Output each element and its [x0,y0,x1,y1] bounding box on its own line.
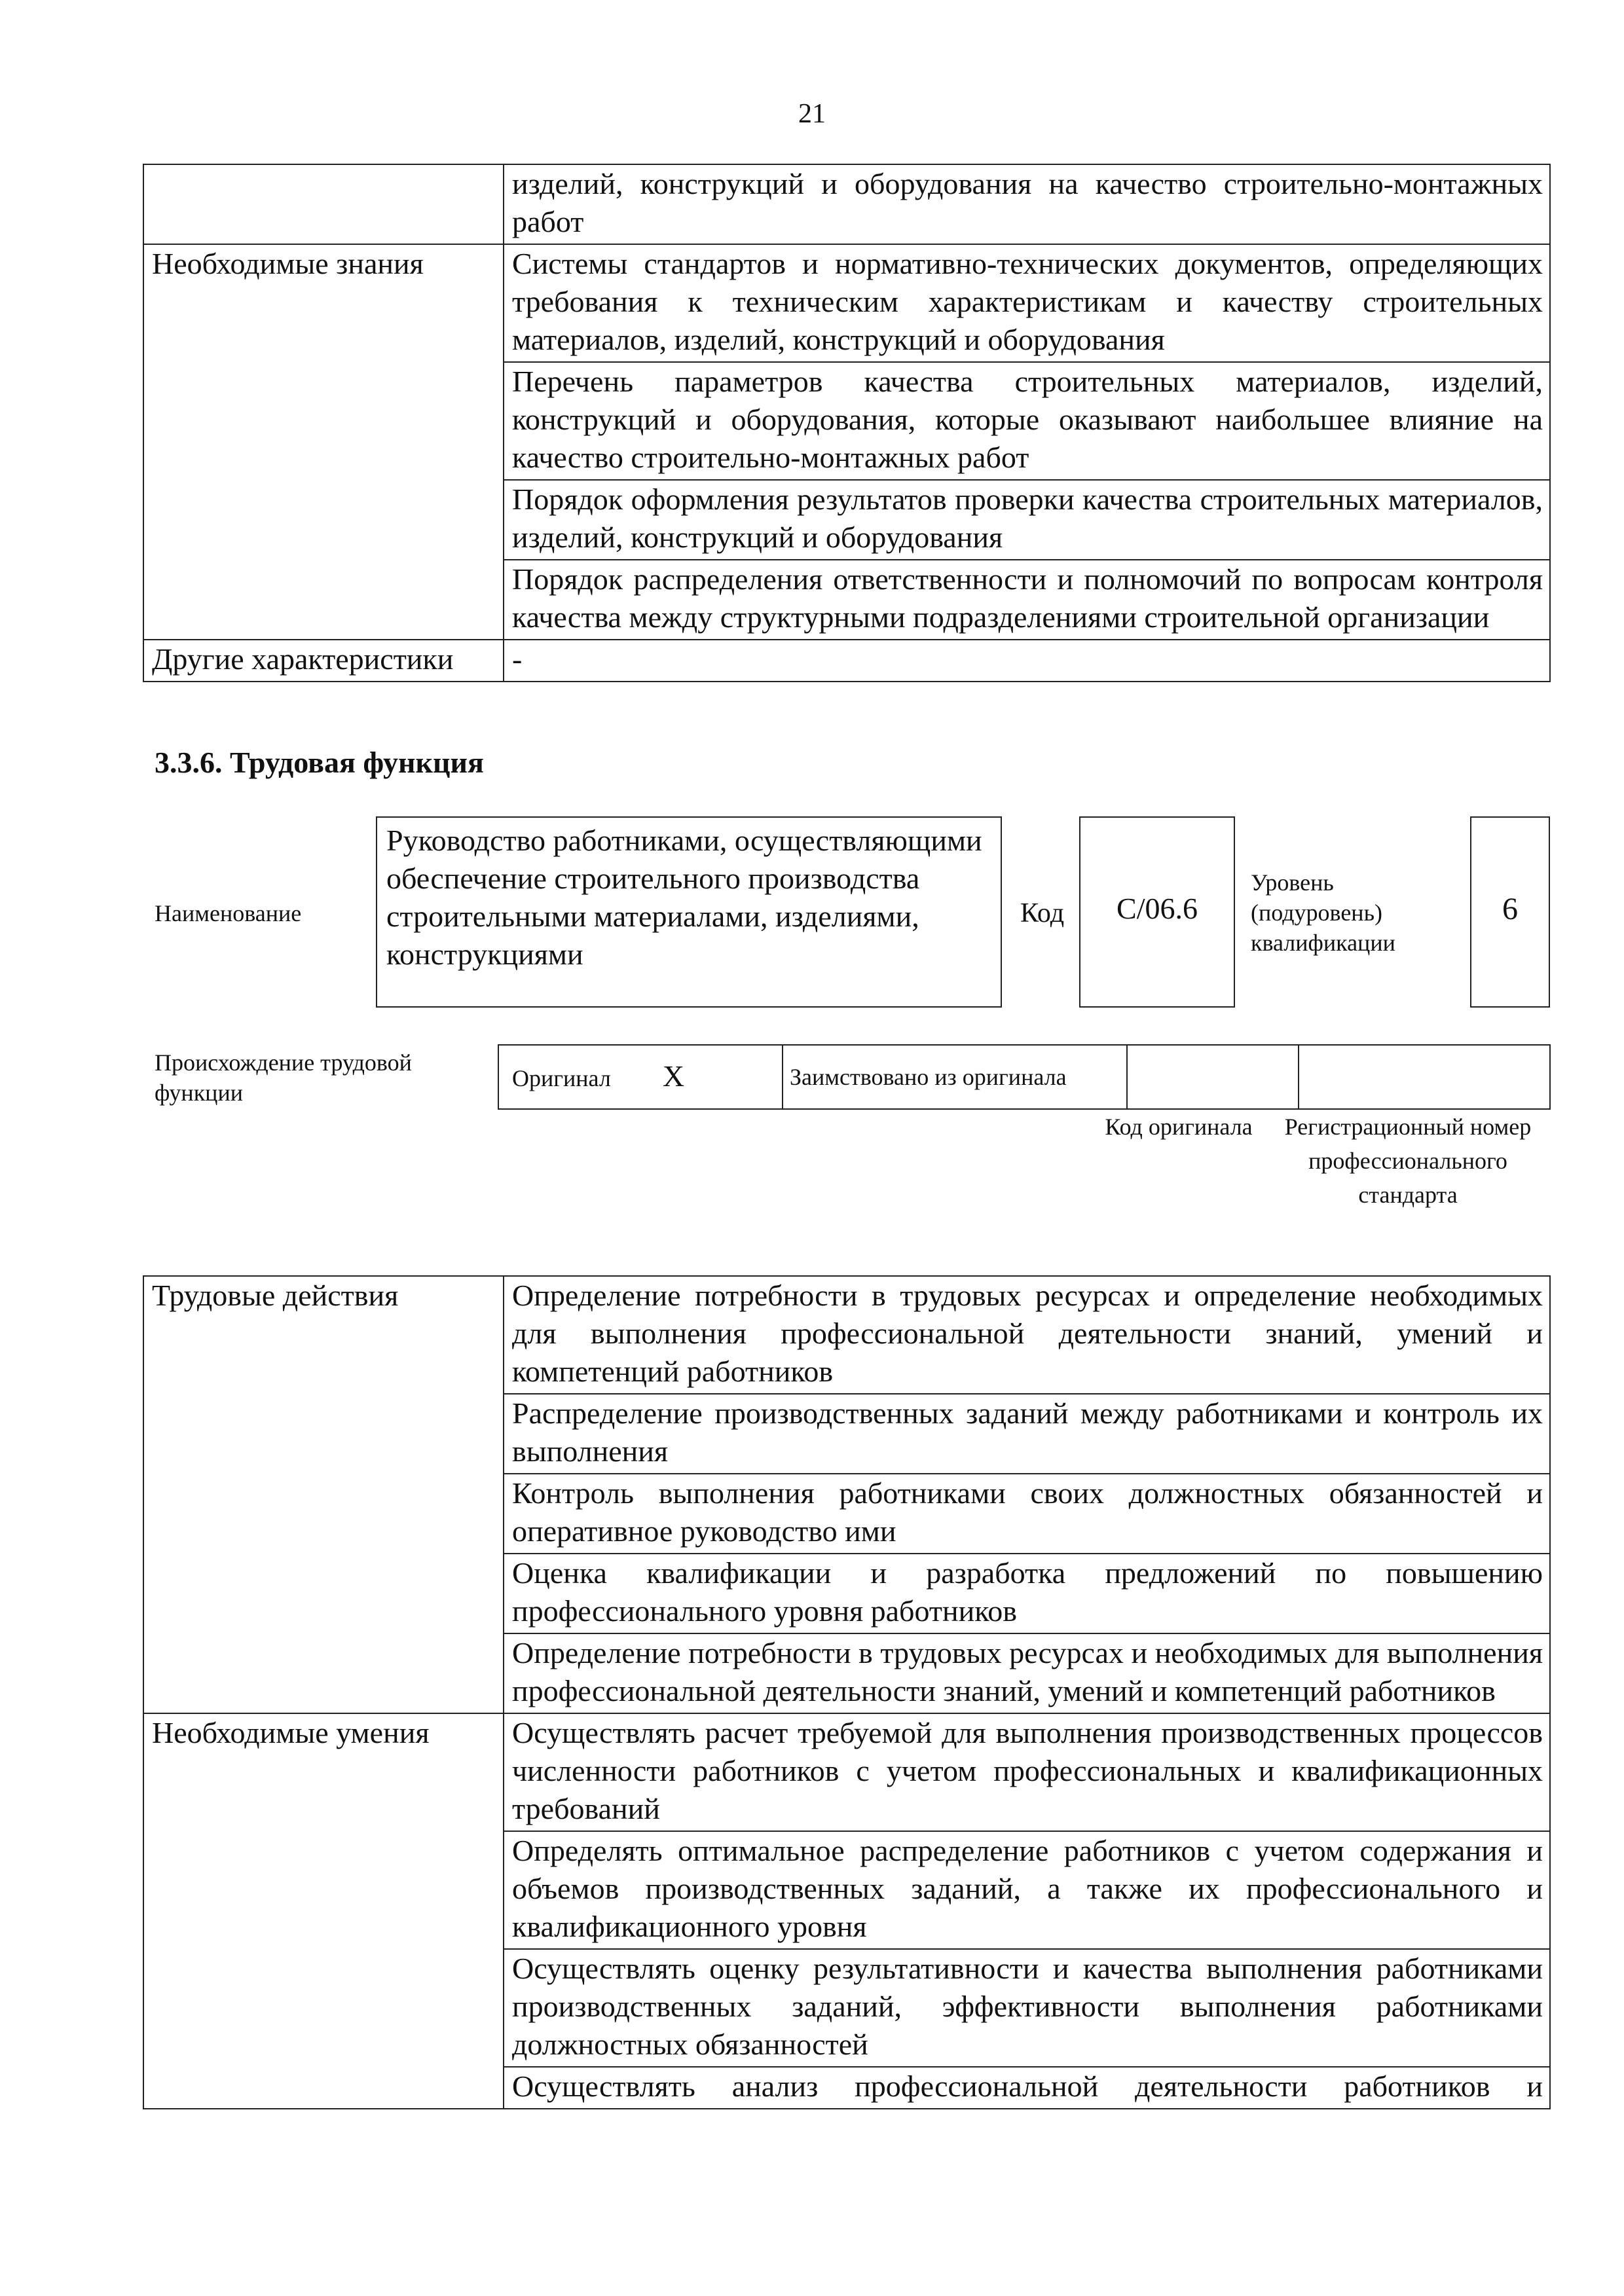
function-name-value: Руководство работниками, осуществляющими обеспечение строительного производства строительными материалами, изделиями, конструкциями [386,824,982,971]
level-value: 6 [1502,892,1518,926]
spacer-cell [760,1045,783,1109]
code-box [1079,816,1235,1008]
action-item: Распределение производственных заданий между работниками и контроль их выполнения [504,1394,1550,1474]
knowledge-table [143,164,1551,682]
skill-item: Осуществлять анализ профессиональной деятельности работников и [504,2067,1550,2109]
action-item: Оценка квалификации и разработка предложений по повышению профессионального уровня работников [504,1554,1550,1633]
origin-table [498,1044,1551,1110]
action-item: Определение потребности в трудовых ресурсах и определение необходимых для выполнения профессиональной деятельности знаний, умений и компетенций работников [504,1276,1550,1394]
page-number: 21 [798,99,826,129]
level-label: Уровень (подуровень) квалификации [1251,869,1395,956]
knowledge-item: Порядок распределения ответственности и полномочий по вопросам контроля качества между структурными подразделениями строительной организации [504,560,1550,640]
actions-skills-table [143,1275,1551,2109]
table-row [143,640,1550,682]
skills-label: Необходимые умения [143,1713,504,2109]
knowledge-item: Перечень параметров качества строительных материалов, изделий, конструкций и оборудования, которые оказывают наибольшее влияние на качество строительно-монтажных работ [504,362,1550,480]
skill-item: Определять оптимальное распределение работников с учетом содержания и объемов производственных заданий, а также их профессионального и квалификационного уровня [504,1831,1550,1949]
original-cell [498,1045,760,1109]
knowledge-item: Системы стандартов и нормативно-технических документов, определяющих требования к техническим характеристикам и качеству строительных материалов, изделий, конструкций и оборудования [504,244,1550,362]
other-label: Другие характеристики [143,640,504,682]
empty-label-cell [143,164,504,244]
code-label: Код [1020,898,1065,928]
skill-item: Осуществлять оценку результативности и качества выполнения работниками производственных заданий, эффективности выполнения работниками должностных обязанностей [504,1949,1550,2067]
knowledge-label: Необходимые знания [143,244,504,640]
actions-label: Трудовые действия [143,1276,504,1713]
action-item: Контроль выполнения работниками своих должностных обязанностей и оперативное руководство ими [504,1474,1550,1554]
other-value: - [504,640,1550,682]
table-row [143,244,1550,362]
original-code-cell [1127,1045,1299,1109]
borrowed-cell: Заимствовано из оригинала [783,1045,1127,1109]
code-value: С/06.6 [1116,892,1198,925]
function-name-box [376,816,1002,1008]
original-label: Оригинал [512,1065,611,1091]
knowledge-item: Порядок оформления результатов проверки качества строительных материалов, изделий, конструкций и оборудования [504,480,1550,560]
table-row [143,1276,1550,1394]
original-mark: X [662,1059,685,1093]
table-row [498,1045,1550,1109]
code-caption: Код оригинала [1105,1114,1253,1140]
continuation-cell: изделий, конструкций и оборудования на качество строительно-монтажных работ [504,164,1550,244]
table-row [143,1713,1550,1831]
section-title: 3.3.6. Трудовая функция [155,746,484,779]
level-box [1470,816,1550,1008]
table-row [143,164,1550,244]
reg-caption: Регистрационный номер профессионального стандарта [1284,1114,1532,1208]
reg-number-cell [1299,1045,1550,1109]
action-item: Определение потребности в трудовых ресурсах и необходимых для выполнения профессиональной деятельности знаний, умений и компетенций работников [504,1633,1550,1713]
skill-item: Осуществлять расчет требуемой для выполнения производственных процессов численности работников с учетом профессиональных и квалификационных требований [504,1713,1550,1831]
origin-label: Происхождение трудовой функции [155,1049,412,1106]
name-label: Наименование [155,900,302,926]
